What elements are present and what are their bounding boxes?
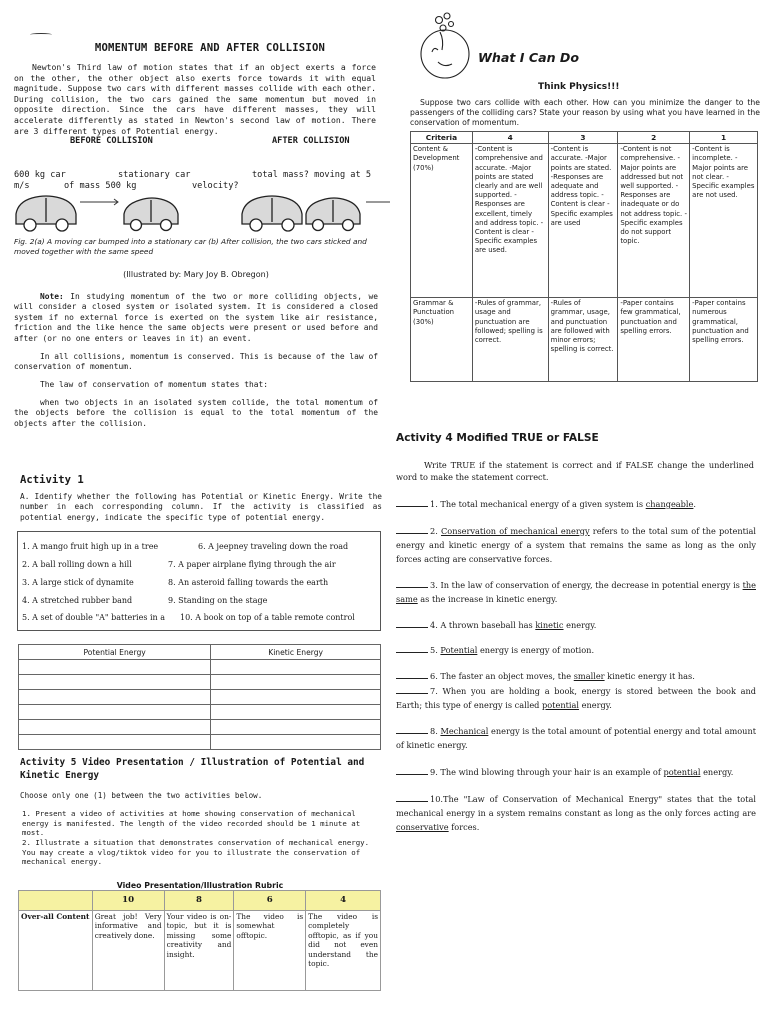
table-row — [19, 911, 381, 991]
tf-item-10 — [396, 792, 756, 835]
table-row — [19, 705, 381, 720]
car1-speed-label: m/s — [14, 181, 30, 191]
activity5-instruction: Choose only one (1) between the two activities below. — [20, 791, 263, 800]
answer-blank[interactable] — [396, 678, 428, 679]
activity5-title: Activity 5 Video Presentation / Illustration of Potential and Kinetic Energy — [20, 757, 365, 781]
list-item: 8. An asteroid falling towards the earth — [168, 578, 329, 587]
rubric-cell: Great job! Very informative and creatively done. — [92, 911, 164, 991]
answer-cell[interactable] — [211, 735, 381, 750]
tf-text: refers to the total sum of the potential energy and kinetic energy of a system that remains the same as long as the only forces acting are conservative forces. — [396, 526, 756, 565]
underlined-word: potential — [663, 767, 701, 777]
what-i-can-do-heading: What I Can Do — [478, 50, 580, 65]
note-label: Note: — [40, 292, 64, 301]
car-icon — [124, 198, 178, 231]
criteria-cell: -Rules of grammar, usage and punctuation are followed; spelling is correct. — [472, 298, 548, 382]
collisions-paragraph — [14, 352, 378, 373]
think-physics-text: Suppose two cars collide with each other. How can you minimize the danger to the passengers of the colliding cars? State your reason by using what you have learned in the conservation of momentum. — [410, 98, 760, 128]
rubric-score: 6 — [234, 891, 306, 911]
tf-text: 10.The "Law of Conservation of Mechanical Energy" states that the total mechanical energy in a system remains constant as long as the only forces acting are — [396, 794, 756, 819]
underlined-word: potential — [542, 700, 580, 711]
collision-illustration — [14, 192, 392, 234]
tf-item-1 — [396, 497, 756, 511]
rubric-cell: The video is completely offtopic, as if you did not even understand the topic. — [306, 911, 381, 991]
tf-text: 3. In the law of conservation of energy, the decrease in potential energy is — [430, 580, 743, 590]
answer-blank[interactable] — [396, 733, 428, 734]
after-collision-heading: AFTER COLLISION — [272, 136, 350, 146]
tf-text: energy is the total amount of potential energy and total amount of kinetic energy. — [396, 726, 757, 751]
activity4-instruction-text: Write TRUE if the statement is correct and if FALSE change the underlined word to make the statement correct. — [396, 460, 754, 483]
answer-blank[interactable] — [396, 652, 428, 653]
activity1-title: Activity 1 — [20, 474, 84, 486]
list-item: 3. A large stick of dynamite — [22, 578, 134, 587]
rubric-corner-cell — [19, 891, 93, 911]
criteria-header: 3 — [548, 132, 618, 144]
tf-item-3 — [396, 578, 756, 606]
list-item: 10. A book on top of a table remote control — [180, 613, 355, 622]
answer-blank[interactable] — [396, 587, 428, 588]
note-text: In studying momentum of the two or more colliding objects, we will consider a closed system or isolated system. It is considered a closed system if no external force is exerted on the system like air resistance, friction and the like hence the same objects were present or used before and after (or no one enters or leaves in it) an event. — [14, 292, 378, 343]
criteria-cell: -Content is accurate. -Major points are stated. -Responses are adequate and address topic. -Content is clear -Specific examples are used — [548, 144, 618, 298]
list-item: 9. Standing on the stage — [168, 596, 268, 605]
criteria-header-row — [411, 132, 758, 144]
tf-item-6 — [396, 669, 756, 683]
activity4-title: Activity 4 Modified TRUE or FALSE — [396, 432, 599, 444]
criteria-cell: Grammar & Punctuation (30%) — [411, 298, 473, 382]
table-row — [19, 720, 381, 735]
tf-text: as the increase in kinetic energy. — [417, 594, 558, 605]
list-item: 5. A set of double "A" batteries in a — [22, 613, 165, 622]
underlined-word: changeable — [645, 499, 694, 509]
criteria-cell: -Paper contains few grammatical, punctuation and spelling errors. — [618, 298, 690, 382]
car2-mass-label: of mass 500 kg — [64, 181, 137, 191]
car-icon — [306, 198, 360, 231]
car-icon — [16, 196, 76, 231]
tf-item-8 — [396, 724, 756, 752]
think-physics-heading: Think Physics!!! — [538, 82, 620, 92]
tf-item-7 — [396, 684, 756, 712]
answer-cell[interactable] — [211, 720, 381, 735]
top-left-mark — [30, 33, 52, 36]
table-row — [411, 144, 758, 298]
list-item: 4. A stretched rubber band — [22, 596, 133, 605]
intro-text: Newton's Third law of motion states that if an object exerts a force on the other, the other object also exerts force towards it with equal magnitude. Suppose two cars with different masses collide with each other. During collision, the two cars gained the same momentum but moved in opposite direction. Since the cars have different masses, they will accelerate differently as stated in Newton's second law of motion. There are 3 different types of Potential energy. — [14, 62, 376, 136]
list-item: 7. A paper airplane flying through the air — [168, 560, 336, 569]
tf-item-2 — [396, 524, 756, 567]
tf-text: 2. — [430, 526, 441, 536]
answer-cell[interactable] — [19, 675, 211, 690]
tf-text: . — [693, 499, 696, 509]
criteria-rubric-table — [410, 131, 758, 382]
activity1-instruction: A. Identify whether the following has Potential or Kinetic Energy. Write the number in each corresponding column. If the activity is classified as potential energy, indicate the specific type of potential energy. — [20, 492, 382, 522]
tf-text: 7. When you are holding a book, energy is stored between the book and Earth; this type of energy is called — [396, 686, 756, 711]
underlined-word: Conservation of mechanical energy — [441, 526, 590, 536]
velocity-label: velocity? — [192, 181, 239, 191]
tf-text: 4. A thrown baseball has — [430, 620, 536, 630]
car1-mass-label: 600 kg car — [14, 170, 66, 180]
rubric-cell: The video is somewhat offtopic. — [234, 911, 306, 991]
section-title: MOMENTUM BEFORE AND AFTER COLLISION — [94, 42, 326, 54]
list-item: 2. A ball rolling down a hill — [22, 560, 132, 569]
answer-blank[interactable] — [396, 506, 428, 507]
criteria-cell: -Content is incomplete. -Major points are not clear. -Specific examples are not used. — [690, 144, 758, 298]
potential-energy-header: Potential Energy — [19, 645, 211, 660]
criteria-header: Criteria — [411, 132, 473, 144]
before-collision-heading: BEFORE COLLISION — [70, 136, 153, 146]
answer-cell[interactable] — [19, 660, 211, 675]
tf-text: energy. — [700, 767, 734, 777]
answer-cell[interactable] — [211, 660, 381, 675]
tf-item-4 — [396, 618, 756, 632]
tf-item-5 — [396, 643, 756, 657]
tf-text: 6. The faster an object moves, the — [430, 671, 574, 681]
thinking-head-icon — [418, 10, 472, 82]
answer-cell[interactable] — [19, 690, 211, 705]
activity1-items-box — [17, 531, 381, 631]
underlined-word: Potential — [440, 645, 478, 655]
answer-blank[interactable] — [396, 774, 428, 775]
video-rubric-table — [18, 890, 381, 991]
tf-text: 1. The total mechanical energy of a given system is — [430, 499, 646, 509]
activity5-option-2: 2. Illustrate a situation that demonstrates conservation of mechanical energy. You may create a vlog/tiktok video for you to illustrate the conservation of mechanical energy. — [22, 838, 370, 867]
table-row — [19, 735, 381, 750]
criteria-cell: -Content is not comprehensive. -Major points are addressed but not well supported. -Responses are inadequate or do not address topic. -Specific examples do not support topic. — [618, 144, 690, 298]
energy-answer-table — [18, 644, 381, 750]
car2-label — [64, 170, 191, 192]
answer-blank[interactable] — [396, 693, 428, 694]
underlined-word: Mechanical — [440, 726, 489, 736]
tf-text: forces. — [448, 822, 480, 833]
illustrator-credit: (Illustrated by: Mary Joy B. Obregon) — [123, 270, 269, 279]
when-paragraph — [14, 398, 378, 429]
list-item: 1. A mango fruit high up in a tree — [22, 542, 159, 551]
rubric-row-label: Over-all Content — [19, 911, 93, 991]
note-paragraph — [14, 292, 378, 344]
underlined-word: smaller — [573, 671, 605, 681]
criteria-cell: -Content is comprehensive and accurate. -Major points are stated clearly and are well supported. -Responses are excellent, timely and address topic. - Content is clear -Specific examples are used. — [472, 144, 548, 298]
table-row — [19, 675, 381, 690]
answer-cell[interactable] — [19, 705, 211, 720]
collisions-text: In all collisions, momentum is conserved. This is because of the law of conservation of momentum. — [14, 352, 378, 372]
intro-paragraph — [14, 62, 376, 136]
answer-cell[interactable] — [211, 690, 381, 705]
list-item: 6. A jeepney traveling down the road — [198, 542, 349, 551]
answer-blank[interactable] — [396, 533, 428, 534]
rubric-score: 4 — [306, 891, 381, 911]
criteria-cell: -Paper contains numerous grammatical, punctuation and spelling errors. — [690, 298, 758, 382]
arrow-icon — [80, 199, 118, 205]
underlined-word: the same — [396, 580, 756, 605]
activity4-instruction — [396, 459, 754, 483]
think-physics-paragraph — [410, 98, 760, 129]
answer-cell[interactable] — [211, 705, 381, 720]
rubric-score: 8 — [164, 891, 234, 911]
answer-cell[interactable] — [19, 720, 211, 735]
answer-cell[interactable] — [211, 675, 381, 690]
tf-text: 8. — [430, 726, 441, 736]
answer-blank[interactable] — [396, 627, 428, 628]
after-collision-label: total mass? moving at 5 — [252, 170, 371, 180]
tf-text: energy. — [579, 700, 612, 711]
tf-item-9 — [396, 765, 756, 779]
law-paragraph — [14, 380, 378, 390]
tf-text: 9. The wind blowing through your hair is an example of — [430, 767, 664, 777]
law-text: The law of conservation of momentum states that: — [40, 380, 269, 389]
underlined-word: kinetic — [535, 620, 564, 630]
criteria-header: 4 — [472, 132, 548, 144]
tf-text: 5. — [430, 645, 441, 655]
criteria-cell: -Rules of grammar, usage, and punctuation are followed with minor errors; spelling is correct. — [548, 298, 618, 382]
table-row — [19, 660, 381, 675]
table-row — [19, 690, 381, 705]
criteria-cell: Content & Development (70%) — [411, 144, 473, 298]
car-icon — [242, 196, 302, 231]
rubric-title: Video Presentation/Illustration Rubric — [116, 881, 284, 890]
tf-text: energy. — [563, 620, 597, 630]
criteria-header: 1 — [690, 132, 758, 144]
rubric-cell: Your video is on-topic, but it is missing some creativity and insight. — [164, 911, 234, 991]
kinetic-energy-header: Kinetic Energy — [211, 645, 381, 660]
figure-caption: Fig. 2(a) A moving car bumped into a stationary car (b) After collision, the two cars sticked and moved together with the same speed — [14, 237, 367, 256]
tf-text: kinetic energy it has. — [604, 671, 695, 681]
rubric-score: 10 — [92, 891, 164, 911]
answer-cell[interactable] — [19, 735, 211, 750]
criteria-header: 2 — [618, 132, 690, 144]
rubric-header-row — [19, 891, 381, 911]
table-header-row — [19, 645, 381, 660]
car2-state-label: stationary car — [118, 170, 191, 180]
answer-blank[interactable] — [396, 801, 428, 802]
when-text: when two objects in an isolated system collide, the total momentum of the objects before the collision is equal to the total momentum of the objects after the collision. — [14, 398, 378, 428]
table-row — [411, 298, 758, 382]
car1-label — [14, 170, 66, 192]
underlined-word: conservative — [396, 822, 449, 833]
activity5-option-1: 1. Present a video of activities at home showing conservation of mechanical energy is manifested. The length of the video recorded should be 1 minute at most. — [22, 809, 361, 838]
tf-text: energy is energy of motion. — [477, 645, 595, 655]
